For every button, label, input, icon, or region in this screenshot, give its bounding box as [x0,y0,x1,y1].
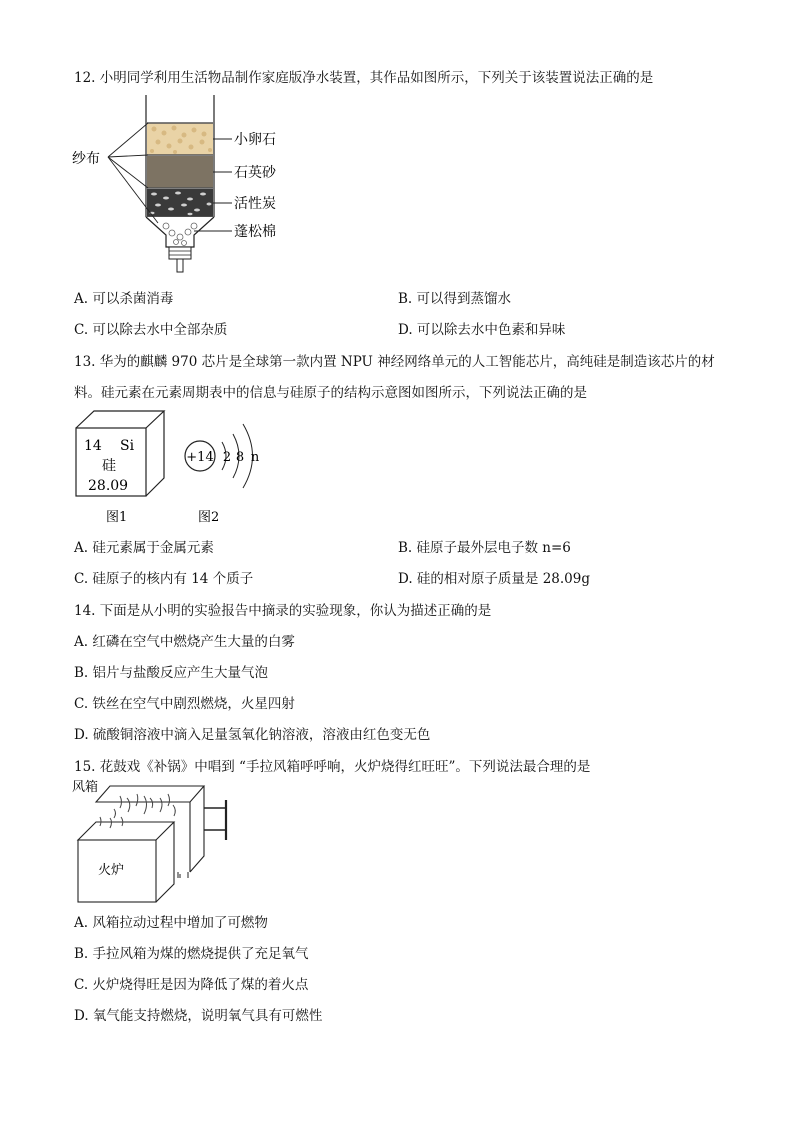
q13-option-a[interactable]: A. 硅元素属于金属元素 [74,540,214,556]
q14-option-a[interactable]: A. 红磷在空气中燃烧产生大量的白雾 [74,634,295,650]
element-symbol: Si [120,438,135,454]
atomic-number: 14 [84,438,102,454]
q15-stem: 15. 花鼓戏《补锅》中唱到 “手拉风箱呼呼响，火炉烧得红旺旺”。下列说法最合理的是 [74,759,591,775]
atomic-mass: 28.09 [88,478,129,494]
nucleus-charge: +14 [186,450,214,465]
shell-1-electrons: 2 [222,450,232,465]
quartz-sand-layer [147,156,213,188]
silicon-figure [70,408,280,530]
gauze-label: 纱布 [72,151,100,167]
furnace-label: 火炉 [98,863,125,878]
q15-option-c[interactable]: C. 火炉烧得旺是因为降低了煤的着火点 [74,977,309,993]
q14-option-b[interactable]: B. 铝片与盐酸反应产生大量气泡 [74,665,269,681]
cotton-label: 蓬松棉 [234,224,276,240]
q13-stem-line2: 料。硅元素在元素周期表中的信息与硅原子的结构示意图如图所示，下列说法正确的是 [74,385,587,401]
bellows-furnace-figure [70,778,240,906]
q15-option-a[interactable]: A. 风箱拉动过程中增加了可燃物 [74,915,268,931]
shell-2-electrons: 8 [235,450,245,465]
figure-2-caption: 图2 [198,510,220,525]
q12-stem: 12. 小明同学利用生活物品制作家庭版净水装置，其作品如图所示，下列关于该装置说法正确的是 [74,70,654,86]
q12-option-c[interactable]: C. 可以除去水中全部杂质 [74,322,228,338]
q14-option-d[interactable]: D. 硫酸铜溶液中滴入足量氢氧化钠溶液，溶液由红色变无色 [74,727,431,743]
shell-3-electrons: n [250,450,260,465]
figure-1-caption: 图1 [106,510,128,525]
q13-option-d[interactable]: D. 硅的相对原子质量是 28.09g [398,571,591,587]
quartz-sand-label: 石英砂 [234,165,276,181]
bellows-label: 风箱 [72,780,99,795]
q13-option-b[interactable]: B. 硅原子最外层电子数 n=6 [398,540,571,556]
q12-option-a[interactable]: A. 可以杀菌消毒 [74,291,174,307]
q12-option-b[interactable]: B. 可以得到蒸馏水 [398,291,512,307]
element-name: 硅 [102,458,116,474]
water-filter-figure [70,95,310,275]
pebble-label: 小卵石 [234,132,276,148]
q15-option-d[interactable]: D. 氧气能支持燃烧，说明氧气具有可燃性 [74,1008,323,1024]
q14-option-c[interactable]: C. 铁丝在空气中剧烈燃烧，火星四射 [74,696,295,712]
q15-option-b[interactable]: B. 手拉风箱为煤的燃烧提供了充足氧气 [74,946,309,962]
q13-option-c[interactable]: C. 硅原子的核内有 14 个质子 [74,571,254,587]
activated-carbon-label: 活性炭 [234,196,276,212]
q13-stem-line1: 13. 华为的麒麟 970 芯片是全球第一款内置 NPU 神经网络单元的人工智能芯片，高纯硅是制造该芯片的材 [74,354,715,370]
q12-option-d[interactable]: D. 可以除去水中色素和异味 [398,322,566,338]
q14-stem: 14. 下面是从小明的实验报告中摘录的实验现象，你认为描述正确的是 [74,603,492,619]
